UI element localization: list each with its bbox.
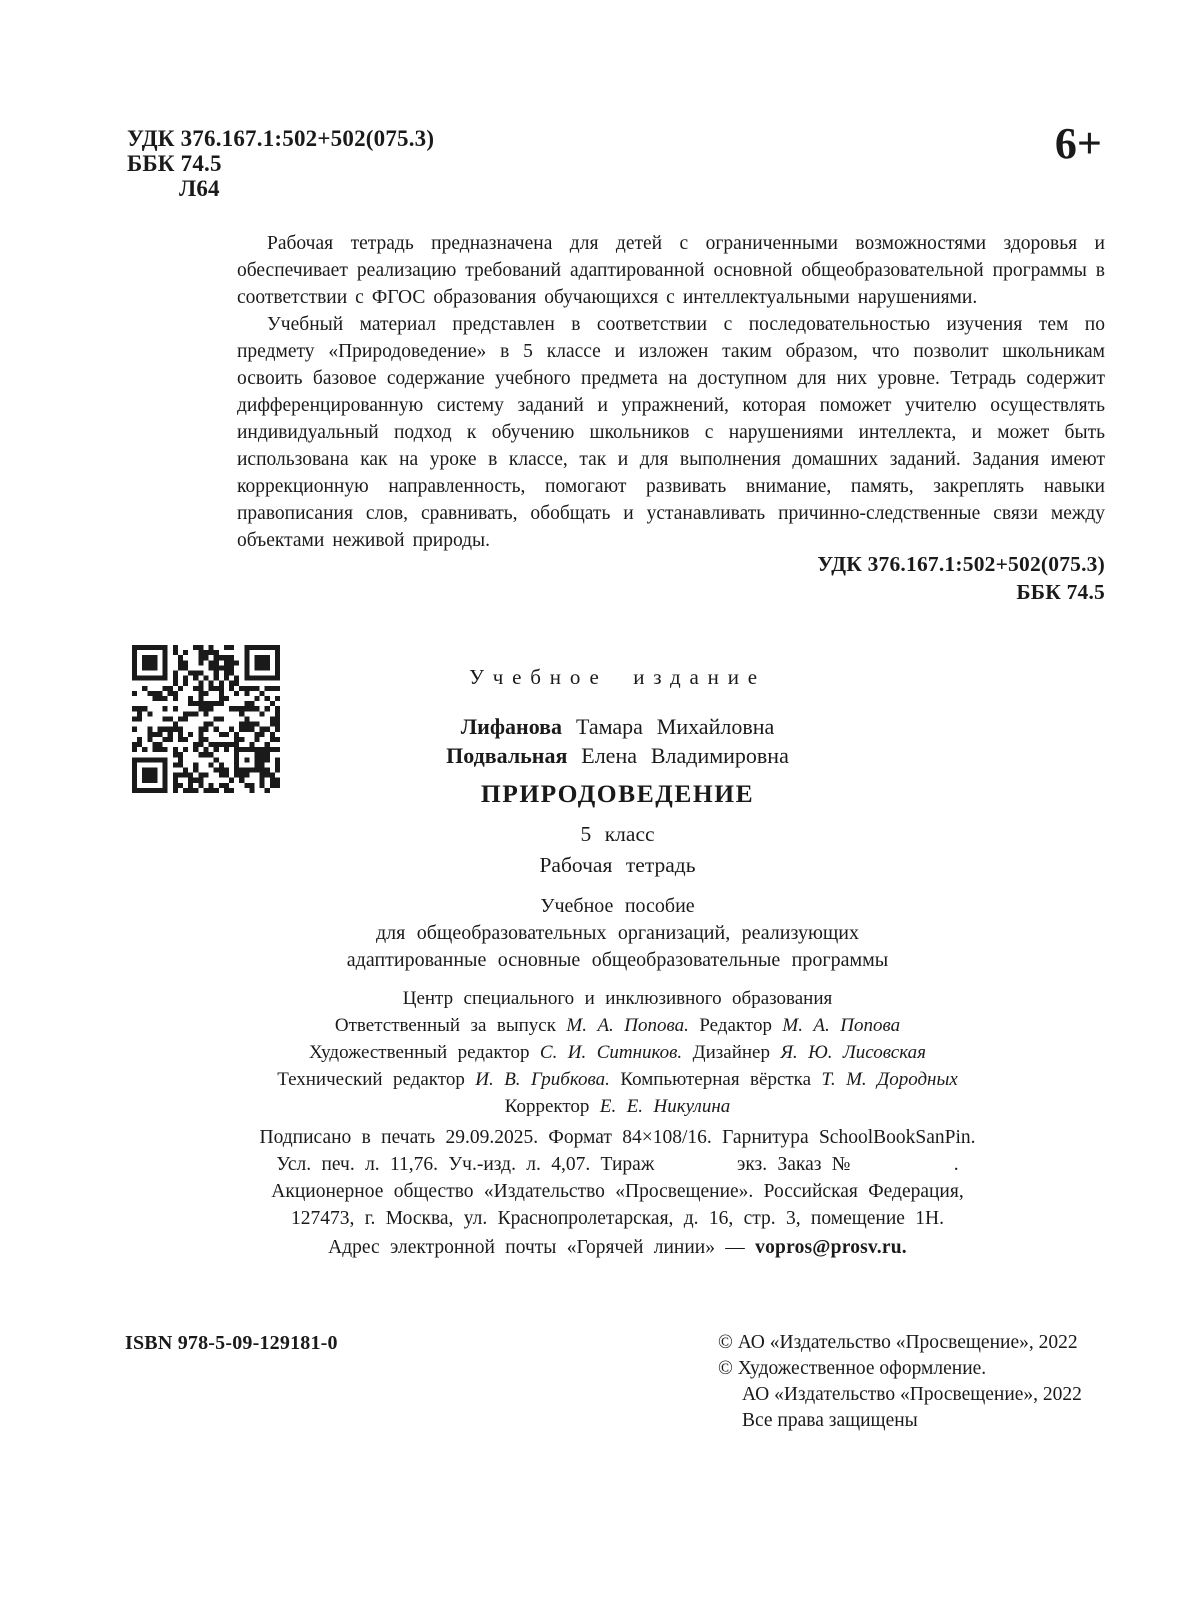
edition-type-line: адаптированные основные общеобразовательные программы xyxy=(346,949,889,971)
age-rating-badge: 6+ xyxy=(1054,119,1102,168)
book-title: ПРИРОДОВЕДЕНИЕ xyxy=(480,779,755,808)
annotation-paragraph-1: Рабочая тетрадь предназначена для детей с ограниченными возможностями здоровья и обеспечивает реализацию требований адаптированной основной общеобразовательной программы в соответствии с ФГОС образования обучающихся с интеллектуальными нарушениями. xyxy=(237,233,1105,308)
copyright-line: АО «Издательство «Просвещение», 2022 xyxy=(742,1384,1082,1405)
credits-line xyxy=(130,1012,1105,1039)
credits-org: Центр специального и инклюзивного образования xyxy=(402,988,833,1009)
annotation-paragraph-2: Учебный материал представлен в соответствии с последовательностью изучения тем по предмету «Природоведение» в 5 классе и изложен таким образом, что позволит школьникам освоить базовое содержание учебного предмета на доступном для них уровне. Тетрадь содержит дифференцированную систему заданий и упражнений, которая поможет учителю осуществлять индивидуальный подход к обучению школьников с нарушениями интеллекта, и может быть использована как на уроке в классе, так и для выполнения домашних заданий. Задания имеют коррекционную направленность, помогают развивать внимание, память, закреплять навыки правописания слов, сравнивать, обобщать и устанавливать причинно-следственные связи между объектами неживой природы. xyxy=(237,314,1105,551)
edition-type-line: для общеобразовательных организаций, реализующих xyxy=(376,922,859,944)
udk-classification-block xyxy=(127,126,434,201)
book-subtitle: Рабочая тетрадь xyxy=(539,853,696,877)
bbk-number: ББК 74.5 xyxy=(127,151,222,176)
credits-line xyxy=(130,1093,1105,1120)
role-label: Корректор xyxy=(504,1096,590,1117)
hotline-email-line xyxy=(130,1234,1105,1261)
author-name: Тамара Михайловна xyxy=(575,714,775,739)
person-name: Е. Е. Никулина xyxy=(599,1096,731,1117)
role-label: Дизайнер xyxy=(692,1042,770,1063)
author-surname: Подвальная xyxy=(446,743,568,768)
copyright-line: © Художественное оформление. xyxy=(718,1358,987,1379)
udk-number: УДК 376.167.1:502+502(075.3) xyxy=(127,126,435,151)
grade-line: 5 класс xyxy=(580,822,655,846)
copyright-line: Все права защищены xyxy=(742,1410,918,1431)
copyright-line: © АО «Издательство «Просвещение», 2022 xyxy=(718,1332,1078,1353)
author-name: Елена Владимировна xyxy=(581,743,789,768)
udk-number-right: УДК 376.167.1:502+502(075.3) xyxy=(817,552,1105,576)
credits-line xyxy=(130,1066,1105,1093)
print-info-line: Усл. печ. л. 11,76. Уч.-изд. л. 4,07. Тираж экз. Заказ № . xyxy=(276,1154,959,1175)
person-name: М. А. Попова xyxy=(782,1015,901,1036)
edition-kind: Учебное издание xyxy=(469,665,766,689)
author-sign: Л64 xyxy=(179,176,220,201)
role-label: Технический редактор xyxy=(277,1069,465,1090)
annotation-block xyxy=(237,230,1105,554)
person-name: Т. М. Дородных xyxy=(821,1069,958,1090)
hotline-email-label: Адрес электронной почты «Горячей линии» — xyxy=(328,1237,745,1258)
bbk-number-right: ББК 74.5 xyxy=(1016,580,1105,604)
isbn: ISBN 978-5-09-129181-0 xyxy=(125,1332,338,1354)
credits-line xyxy=(130,1039,1105,1066)
role-label: Ответственный за выпуск xyxy=(334,1015,556,1036)
qr-code xyxy=(132,645,280,793)
author-surname: Лифанова xyxy=(460,714,563,739)
edition-type-line: Учебное пособие xyxy=(540,895,695,917)
person-name: И. В. Грибкова. xyxy=(475,1069,610,1090)
edition-type-block xyxy=(130,893,1105,974)
person-name: Я. Ю. Лисовская xyxy=(780,1042,926,1063)
credits-block xyxy=(130,985,1105,1120)
imprint-center-column xyxy=(130,637,1105,1261)
role-label: Компьютерная вёрстка xyxy=(620,1069,812,1090)
role-label: Художественный редактор xyxy=(309,1042,530,1063)
copyright-block xyxy=(718,1330,1082,1434)
hotline-email: vopros@prosv.ru. xyxy=(755,1237,907,1258)
person-name: С. И. Ситников. xyxy=(539,1042,683,1063)
person-name: М. А. Попова. xyxy=(566,1015,689,1036)
print-info-line: Подписано в печать 29.09.2025. Формат 84×108/16. Гарнитура SchoolBookSanPin. xyxy=(259,1127,976,1148)
print-info-block xyxy=(130,1124,1105,1178)
role-label: Редактор xyxy=(699,1015,772,1036)
udk-right-block xyxy=(237,550,1105,606)
publisher-line: Акционерное общество «Издательство «Просвещение». Российская Федерация, xyxy=(271,1181,964,1202)
publisher-line: 127473, г. Москва, ул. Краснопролетарская, д. 16, стр. 3, помещение 1Н. xyxy=(291,1208,944,1229)
publisher-block xyxy=(130,1178,1105,1232)
